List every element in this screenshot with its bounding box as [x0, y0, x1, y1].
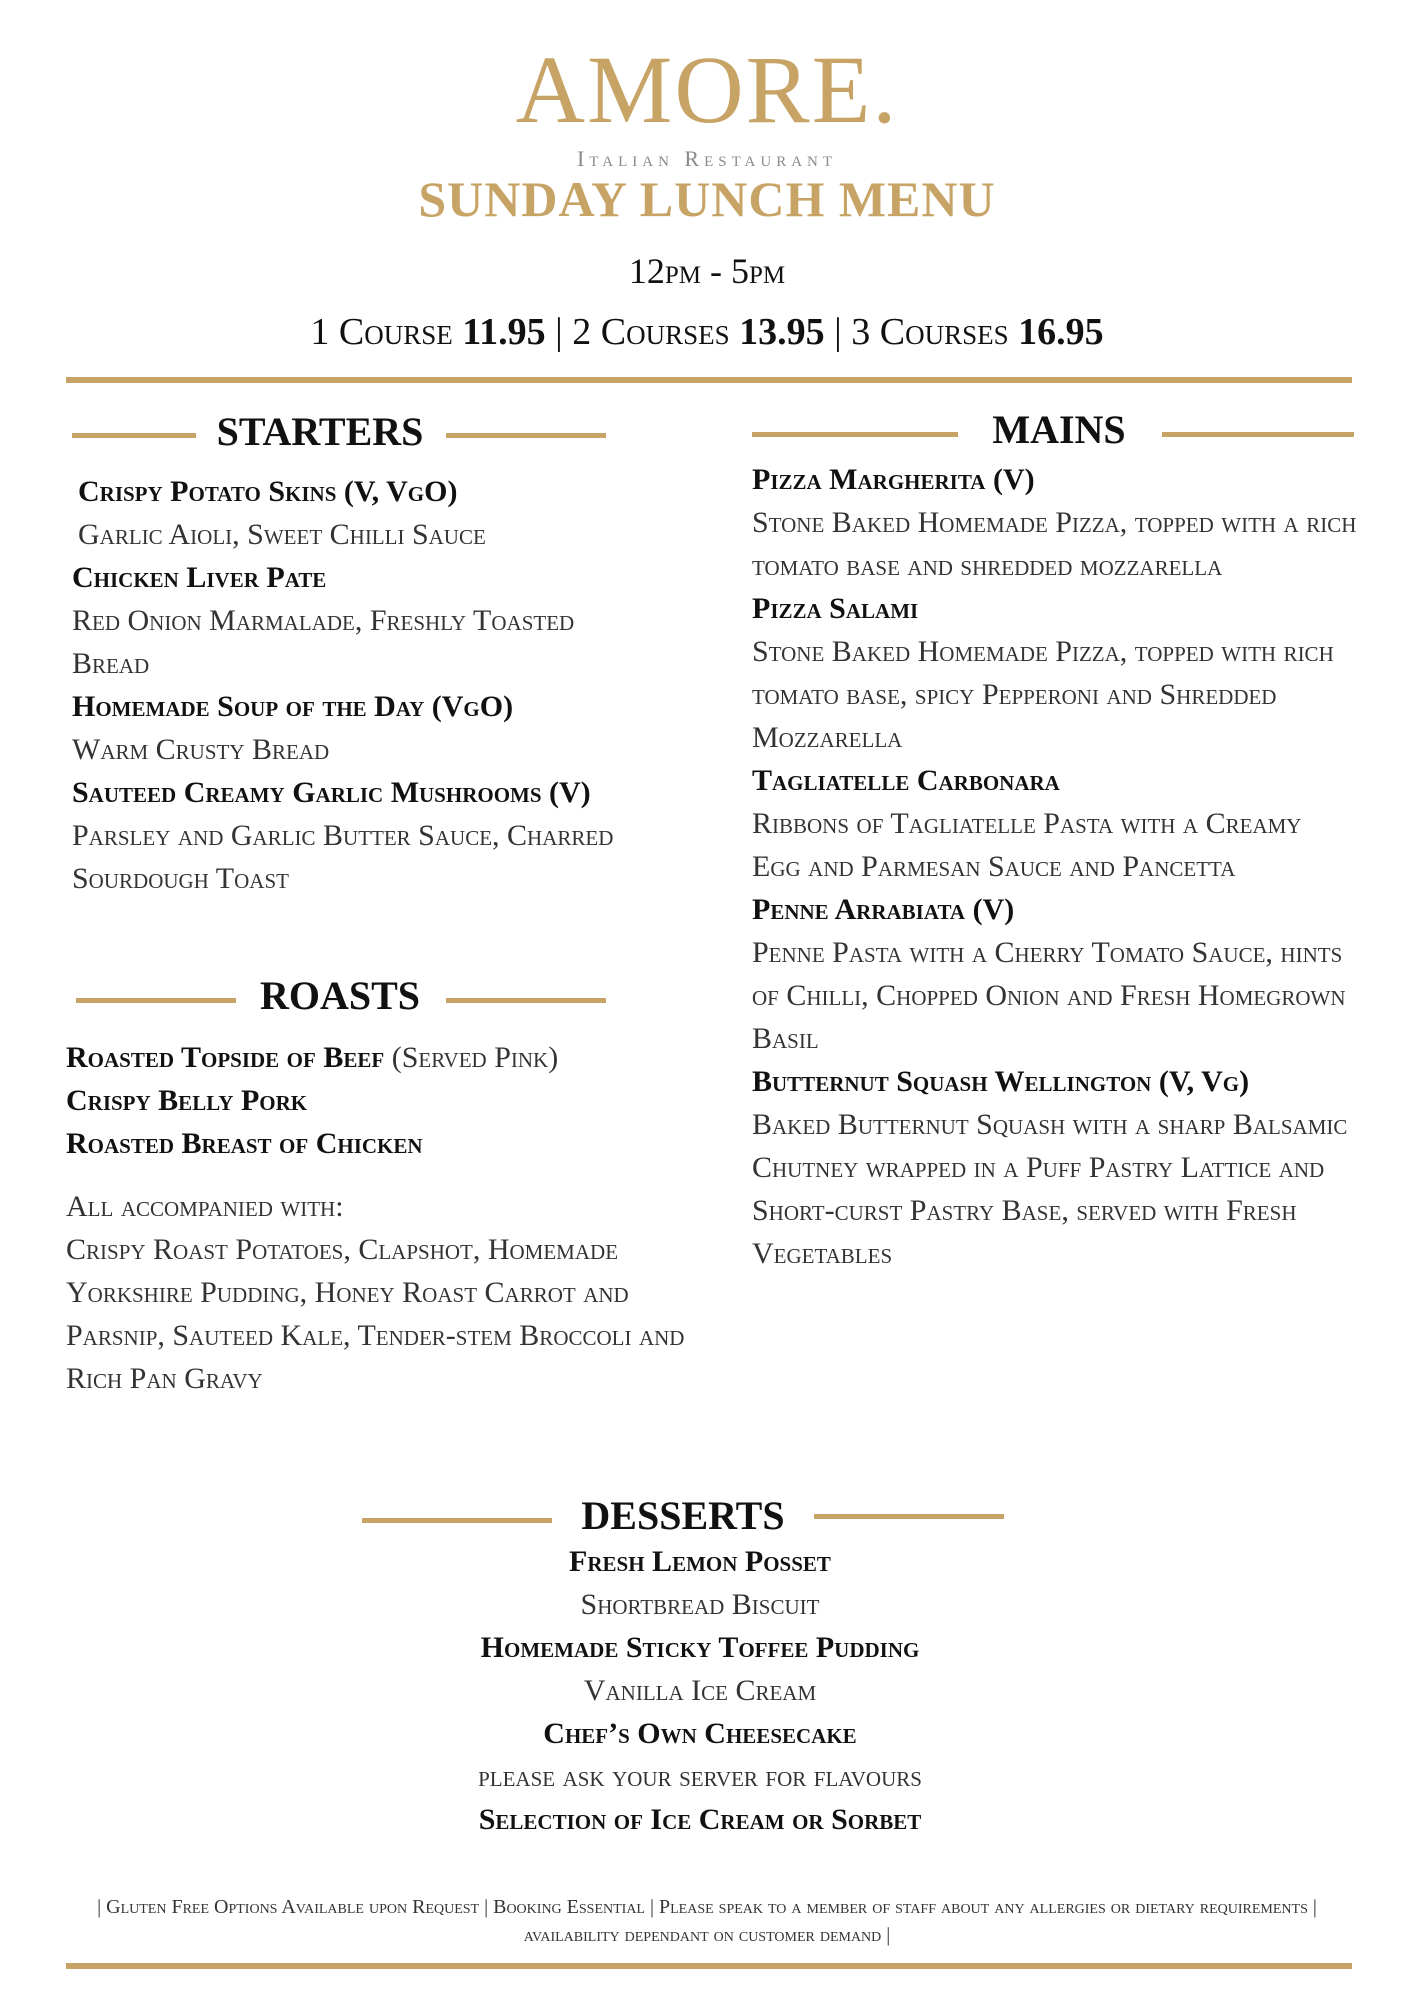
course-1-price: 11.95: [462, 311, 546, 353]
starter-desc: Warm Crusty Bread: [72, 733, 330, 766]
starter-name: Crispy Potato Skins (V, VgO): [78, 475, 458, 508]
dessert-name: Chef’s Own Cheesecake: [543, 1717, 857, 1750]
accompaniments: Crispy Roast Potatoes, Clapshot, Homemade Yorkshire Pudding, Honey Roast Carrot and Parsnip, Sauteed Kale, Tender-stem Broccoli and Rich Pan Gravy: [66, 1233, 685, 1395]
roasts-heading: ROASTS: [259, 973, 421, 1018]
course-3-label: 3 Courses: [851, 311, 1009, 353]
mains-rule-left: [752, 432, 958, 437]
main-desc: Stone Baked Homemade Pizza, topped with rich tomato base, spicy Pepperoni and Shredded Mozzarella: [752, 635, 1334, 754]
roast-note: (Served Pink): [391, 1041, 559, 1074]
starter-item: [72, 771, 692, 900]
roast-item: [66, 1079, 706, 1122]
roasts-rule-right: [446, 998, 606, 1003]
starter-name: Chicken Liver Pate: [72, 561, 327, 594]
main-item: [752, 1060, 1358, 1275]
starters-rule-left: [72, 433, 196, 438]
course-2-label: 2 Courses: [572, 311, 730, 353]
price-separator: |: [834, 311, 842, 353]
footer-divider: [66, 1963, 1352, 1969]
dessert-desc: please ask your server for flavours: [478, 1760, 922, 1793]
course-prices: [0, 310, 1414, 354]
footer-notice: | Gluten Free Options Available upon Request | Booking Essential | Please speak to a member of staff about any allergies or dietary requirements | availability dependant on customer demand |: [97, 1896, 1317, 1946]
page-title: SUNDAY LUNCH MENU: [418, 171, 996, 227]
desserts-rule-left: [362, 1518, 552, 1523]
dessert-desc: Shortbread Biscuit: [580, 1588, 820, 1621]
main-name: Tagliatelle Carbonara: [752, 764, 1060, 797]
roasts-list: [66, 1036, 706, 1400]
main-name: Pizza Salami: [752, 592, 919, 625]
roast-name: Crispy Belly Pork: [66, 1084, 308, 1117]
desserts-list: [300, 1540, 1100, 1841]
starter-item: [72, 685, 692, 771]
main-item: [752, 759, 1358, 888]
desserts-heading: DESSERTS: [581, 1493, 785, 1538]
starters-rule-right: [446, 433, 606, 438]
roast-item: [66, 1036, 706, 1079]
main-desc: Ribbons of Tagliatelle Pasta with a Creamy Egg and Parmesan Sauce and Pancetta: [752, 807, 1302, 883]
main-item: [752, 888, 1358, 1060]
course-2-price: 13.95: [739, 311, 825, 353]
mains-list: [752, 458, 1358, 1275]
starter-name: Sauteed Creamy Garlic Mushrooms (V): [72, 776, 591, 809]
brand-logo: AMORE.: [515, 36, 899, 143]
main-name: Butternut Squash Wellington (V, Vg): [752, 1065, 1250, 1098]
starter-item: [72, 470, 692, 556]
dessert-name: Homemade Sticky Toffee Pudding: [480, 1631, 920, 1664]
brand-tagline: Italian Restaurant: [576, 146, 838, 171]
roast-name: Roasted Breast of Chicken: [66, 1127, 423, 1160]
roast-item: [66, 1122, 706, 1165]
main-desc: Stone Baked Homemade Pizza, topped with a rich tomato base and shredded mozzarella: [752, 506, 1357, 582]
course-3-price: 16.95: [1018, 311, 1104, 353]
main-name: Pizza Margherita (V): [752, 463, 1035, 496]
starters-heading: STARTERS: [216, 409, 424, 454]
dessert-name: Selection of Ice Cream or Sorbet: [478, 1803, 922, 1836]
desserts-rule-right: [814, 1514, 1004, 1519]
serving-hours: 12pm - 5pm: [628, 251, 786, 291]
starters-list: [72, 470, 692, 900]
roasts-rule-left: [76, 998, 236, 1003]
mains-heading: MAINS: [992, 407, 1126, 452]
main-item: [752, 587, 1358, 759]
main-desc: Baked Butternut Squash with a sharp Balsamic Chutney wrapped in a Puff Pastry Lattice and Short-curst Pastry Base, served with Fresh Vegetables: [752, 1108, 1348, 1270]
course-1-label: 1 Course: [310, 311, 453, 353]
main-item: [752, 458, 1358, 587]
dessert-desc: Vanilla Ice Cream: [583, 1674, 817, 1707]
mains-rule-right: [1162, 432, 1354, 437]
header-divider: [66, 377, 1352, 383]
starter-desc: Garlic Aioli, Sweet Chilli Sauce: [78, 518, 486, 551]
dessert-name: Fresh Lemon Posset: [569, 1545, 831, 1578]
main-name: Penne Arrabiata (V): [752, 893, 1015, 926]
starter-desc: Red Onion Marmalade, Freshly Toasted Bread: [72, 604, 575, 680]
starter-desc: Parsley and Garlic Butter Sauce, Charred Sourdough Toast: [72, 819, 614, 895]
price-separator: |: [555, 311, 563, 353]
main-desc: Penne Pasta with a Cherry Tomato Sauce, hints of Chilli, Chopped Onion and Fresh Homegrown Basil: [752, 936, 1346, 1055]
starter-name: Homemade Soup of the Day (VgO): [72, 690, 514, 723]
starter-item: [72, 556, 692, 685]
accompanied-label: All accompanied with:: [66, 1190, 344, 1223]
roast-name: Roasted Topside of Beef: [66, 1041, 385, 1074]
